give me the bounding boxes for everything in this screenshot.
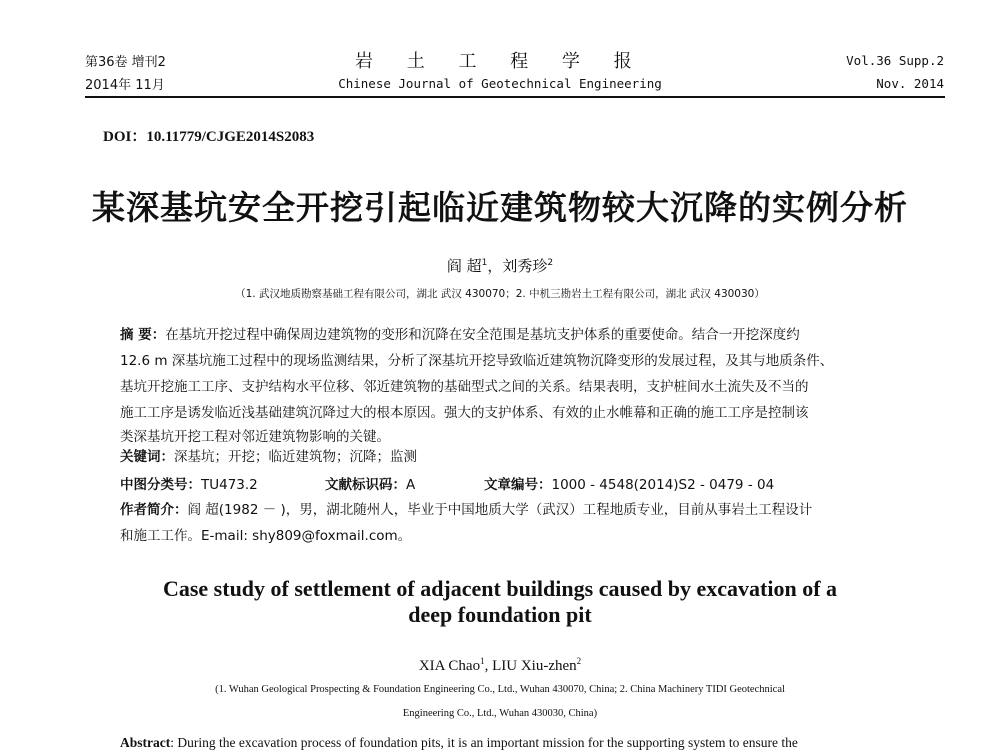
- affiliation-en-line1: (1. Wuhan Geological Prospecting & Foundation Engineering Co., Ltd., Wuhan 430070, China; 2. China Machinery TIDI Geotechnical: [215, 684, 785, 695]
- date-en: Nov. 2014: [876, 76, 944, 91]
- journal-title-cn: 岩 土 工 程 学 报: [355, 51, 646, 72]
- author-bio-line: 和施工工作。E-mail: shy809@foxmail.com。: [120, 528, 412, 544]
- abstract-cn-text: 在基坑开挖过程中确保周边建筑物的变形和沉降在安全范围是基坑支护体系的重要使命。结合一开挖深度约: [165, 327, 800, 343]
- affiliation-marker: 1: [481, 258, 488, 268]
- affiliation-en-line2: Engineering Co., Ltd., Wuhan 430030, China): [402, 708, 598, 719]
- doc-code-label: 文献标识码：: [325, 477, 406, 493]
- author-name-en: XIA Chao: [418, 658, 481, 674]
- author-name: 阎 超: [446, 257, 482, 275]
- doc-code-value: A: [406, 477, 416, 493]
- doi: DOI：10.11779/CJGE2014S2083: [103, 129, 315, 145]
- affiliation-marker: 1: [480, 656, 485, 666]
- clc-label: 中图分类号：: [120, 477, 201, 493]
- classification-row: [120, 473, 258, 493]
- date-cn: 2014年 11月: [85, 78, 165, 93]
- clc-value: TU473.2: [201, 477, 258, 493]
- abstract-cn-line: [120, 323, 800, 343]
- abstract-cn-line: 类深基坑开挖工程对邻近建筑物影响的关键。: [120, 429, 390, 445]
- author-name-en: LIU Xiu-zhen: [492, 658, 577, 674]
- abstract-cn-line: 基坑开挖施工工序、支护结构水平位移、邻近建筑物的基础型式之间的关系。结果表明，支护桩间水土流失及不当的: [120, 379, 809, 395]
- article-number-value: 1000 - 4548(2014)S2 - 0479 - 04: [551, 477, 775, 493]
- affiliation-marker: 2: [576, 656, 582, 666]
- abstract-cn-line: 施工工序是诱发临近浅基础建筑沉降过大的根本原因。强大的支护体系、有效的止水帷幕和正确的施工工序是控制该: [120, 405, 809, 421]
- author-bio: [120, 498, 812, 518]
- paper-title-cn: 某深基坑安全开挖引起临近建筑物较大沉降的实例分析: [92, 188, 908, 227]
- author-bio-label: 作者简介：: [120, 502, 188, 518]
- affiliation-cn: （1. 武汉地质勘察基础工程有限公司，湖北 武汉 430070；2. 中机三勘岩土工程有限公司，湖北 武汉 430030）: [235, 288, 765, 300]
- paper-title-en-line1: Case study of settlement of adjacent buildings caused by excavation of a: [162, 576, 838, 601]
- authors-en: [0, 656, 1000, 675]
- volume-issue-en: Vol.36 Supp.2: [846, 53, 944, 68]
- article-number: [484, 473, 774, 493]
- abstract-en-text: : During the excavation process of foundation pits, it is an important mission for the supporting system to ensure the: [170, 735, 798, 750]
- author-separator: ，: [487, 257, 503, 275]
- keywords-text: 深基坑；开挖；临近建筑物；沉降；监测: [174, 449, 417, 465]
- paper-title-en-line2: deep foundation pit: [408, 602, 592, 627]
- doc-code: [325, 473, 415, 493]
- abstract-en: [120, 735, 798, 751]
- affiliation-marker: 2: [547, 258, 554, 268]
- article-number-label: 文章编号：: [484, 477, 552, 493]
- abstract-cn-label: 摘 要：: [120, 327, 166, 343]
- header-rule: [85, 96, 945, 98]
- authors-cn: [0, 255, 1000, 276]
- keywords-label: 关键词：: [120, 449, 174, 465]
- abstract-cn-line: 12.6 m 深基坑施工过程中的现场监测结果，分析了深基坑开挖导致临近建筑物沉降变形的发展过程，及其与地质条件、: [120, 353, 834, 369]
- author-separator: ,: [484, 658, 493, 674]
- author-name: 刘秀珍: [502, 257, 548, 275]
- volume-issue-cn: 第36卷 增刊2: [85, 55, 166, 70]
- keywords-cn: [120, 445, 417, 465]
- author-bio-text: 阎 超(1982 － )，男，湖北随州人，毕业于中国地质大学（武汉）工程地质专业，目前从事岩土工程设计: [187, 502, 813, 518]
- abstract-en-label: Abstract: [120, 735, 171, 750]
- journal-title-en: Chinese Journal of Geotechnical Engineering: [338, 76, 662, 91]
